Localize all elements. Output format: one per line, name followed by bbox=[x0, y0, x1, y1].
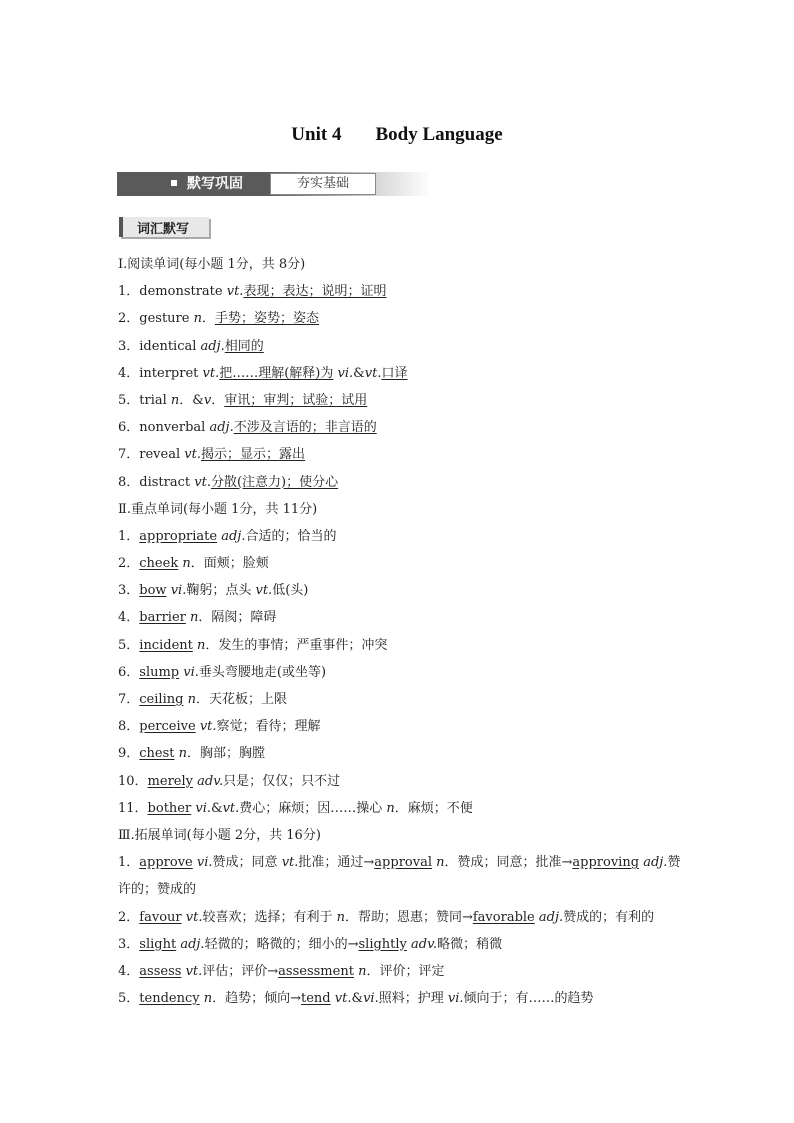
part-of-speech: n bbox=[187, 692, 196, 707]
answer-text: 相同的 bbox=[224, 338, 264, 354]
answer-text: 不涉及言语的；非言语的 bbox=[233, 420, 377, 436]
line-text: ．天花板；上限 bbox=[195, 692, 287, 707]
answer-text: 分散(注意力)；使分心 bbox=[210, 474, 339, 490]
line-text: 赞 bbox=[667, 855, 681, 871]
part-of-speech: vt. bbox=[281, 855, 299, 871]
section-label-text: 词汇默写 bbox=[137, 222, 190, 237]
part-of-speech: adj. bbox=[209, 420, 234, 436]
line-text: 许的；赞成的 bbox=[118, 882, 197, 898]
line-text: 5． bbox=[118, 991, 140, 1007]
unit-name: Body Language bbox=[375, 124, 503, 145]
line-text: 8． bbox=[118, 719, 140, 735]
vocabulary-list bbox=[118, 255, 698, 1016]
part-of-speech: vt. bbox=[222, 800, 240, 816]
line-text: 倾向于；有……的趋势 bbox=[463, 991, 594, 1007]
section-label bbox=[119, 217, 209, 237]
answer-text: favorable bbox=[472, 909, 535, 925]
answer-text: bother bbox=[147, 800, 192, 816]
vocab-line bbox=[118, 663, 698, 690]
part-of-speech: vt. bbox=[255, 583, 273, 599]
answer-text: bow bbox=[139, 583, 167, 599]
line-text: 8．distract bbox=[118, 474, 195, 490]
answer-text: 手势；姿势；姿态 bbox=[215, 311, 320, 327]
line-text: 赞成；同意 bbox=[212, 855, 282, 871]
line-text: 4． bbox=[118, 610, 140, 626]
vocab-line bbox=[118, 744, 698, 771]
line-text: 3．identical bbox=[118, 338, 201, 354]
line-text: ．面颊；脸颊 bbox=[190, 556, 269, 572]
vocab-line bbox=[118, 826, 698, 853]
line-text: & bbox=[210, 800, 223, 816]
answer-text: approve bbox=[139, 855, 193, 871]
line-text: 6． bbox=[118, 664, 140, 680]
answer-text: 审讯；审判；试验；试用 bbox=[224, 392, 368, 408]
vocab-line bbox=[118, 309, 698, 336]
answer-text: approval bbox=[374, 855, 432, 871]
answer-text: perceive bbox=[139, 719, 196, 735]
vocab-line bbox=[118, 527, 698, 554]
part-of-speech: adj. bbox=[221, 528, 246, 544]
line-text: 1． bbox=[118, 528, 140, 544]
vocab-line bbox=[118, 255, 698, 282]
line-text: 6．nonverbal bbox=[118, 420, 210, 436]
part-of-speech: vi. bbox=[170, 583, 187, 599]
answer-text: tendency bbox=[139, 991, 200, 1007]
vocab-line bbox=[118, 908, 698, 935]
part-of-speech: adv. bbox=[197, 773, 224, 789]
line-text: 1．demonstrate bbox=[118, 284, 227, 300]
answer-text: incident bbox=[139, 637, 193, 653]
part-of-speech: vt. bbox=[185, 963, 203, 979]
vocab-line bbox=[118, 418, 698, 445]
part-of-speech: vt. bbox=[202, 365, 220, 381]
part-of-speech: vt. bbox=[334, 991, 352, 1007]
banner-tab: 夯实基础 bbox=[270, 173, 376, 195]
part-of-speech: adj. bbox=[538, 909, 564, 925]
part-of-speech: n bbox=[178, 746, 188, 762]
answer-text: barrier bbox=[139, 610, 186, 626]
part-of-speech: n bbox=[386, 800, 395, 816]
part-of-speech: n bbox=[203, 991, 213, 1007]
line-text: 9． bbox=[118, 746, 140, 762]
part-of-speech: vi. bbox=[195, 800, 211, 816]
vocab-line bbox=[118, 880, 698, 907]
answer-text: approving bbox=[572, 855, 640, 871]
vocab-line bbox=[118, 391, 698, 418]
part-of-speech: vi. bbox=[447, 991, 464, 1007]
vocab-line bbox=[118, 772, 698, 799]
line-text: 7． bbox=[118, 692, 140, 707]
vocab-line bbox=[118, 500, 698, 527]
page-title bbox=[0, 124, 794, 146]
part-of-speech: vt. bbox=[184, 447, 201, 463]
answer-text: 把……理解(解释)为 bbox=[219, 365, 334, 381]
part-of-speech: vi. bbox=[196, 855, 213, 871]
line-text: 察觉；看待；理解 bbox=[216, 719, 321, 735]
vocab-line bbox=[118, 337, 698, 364]
line-text: ．隔阂；障碍 bbox=[198, 610, 277, 626]
answer-text: chest bbox=[139, 746, 175, 762]
line-text: Ⅲ.拓展单词(每小题 2分，共 16分) bbox=[118, 827, 321, 843]
line-text: ．趋势；倾向→ bbox=[212, 991, 302, 1007]
line-text: 4．interpret bbox=[118, 365, 203, 381]
line-text: 赞成的；有利的 bbox=[563, 909, 655, 925]
part-of-speech: vt. bbox=[194, 474, 211, 490]
answer-text: ceiling bbox=[139, 692, 184, 707]
vocab-line bbox=[118, 717, 698, 744]
line-text: Ⅰ.阅读单词(每小题 1分，共 8分) bbox=[118, 257, 306, 272]
part-of-speech: adj. bbox=[200, 338, 225, 354]
part-of-speech: vi. bbox=[363, 991, 379, 1007]
part-of-speech: adv. bbox=[411, 936, 438, 952]
vocab-line bbox=[118, 690, 698, 717]
answer-text: favour bbox=[139, 909, 182, 925]
part-of-speech: n bbox=[436, 855, 445, 871]
vocab-line bbox=[118, 581, 698, 608]
line-text: ．& bbox=[179, 392, 204, 408]
line-text: 1． bbox=[118, 855, 140, 871]
answer-text: merely bbox=[147, 773, 193, 789]
line-text: 鞠躬；点头 bbox=[186, 583, 256, 599]
part-of-speech: vi. bbox=[183, 664, 199, 680]
line-text: ．胸部；胸膛 bbox=[187, 746, 266, 762]
unit-number: Unit 4 bbox=[291, 124, 342, 145]
part-of-speech: n bbox=[193, 311, 202, 327]
line-text: & bbox=[351, 991, 364, 1007]
vocab-line bbox=[118, 962, 698, 989]
line-text: 评估；评价→ bbox=[202, 963, 279, 979]
answer-text: slight bbox=[139, 936, 177, 952]
line-text: 低(头) bbox=[272, 583, 309, 599]
line-text: ． bbox=[211, 392, 225, 408]
part-of-speech: adj. bbox=[180, 936, 205, 952]
line-text: 3． bbox=[118, 583, 140, 599]
line-text: 垂头弯腰地走(或坐等) bbox=[198, 664, 327, 680]
part-of-speech: vi. bbox=[337, 365, 354, 381]
line-text: 5． bbox=[118, 637, 140, 653]
line-text: 2． bbox=[118, 556, 140, 572]
part-of-speech: n bbox=[197, 637, 206, 653]
line-text: ．发生的事情；严重事件；冲突 bbox=[205, 637, 388, 653]
line-text: 只是；仅仅；只不过 bbox=[223, 773, 341, 789]
line-text: 批准；通过→ bbox=[298, 855, 375, 871]
line-text: 照料；护理 bbox=[378, 991, 448, 1007]
part-of-speech: vt. bbox=[199, 719, 217, 735]
vocab-line bbox=[118, 282, 698, 309]
line-text: 7．reveal bbox=[118, 447, 185, 463]
vocab-line bbox=[118, 554, 698, 581]
line-text: 2．gesture bbox=[118, 311, 194, 327]
part-of-speech: vt. bbox=[364, 365, 382, 381]
part-of-speech: n bbox=[358, 963, 367, 979]
square-bullet-icon bbox=[171, 180, 177, 186]
line-text: 5．trial bbox=[118, 392, 171, 408]
part-of-speech: vt. bbox=[185, 909, 203, 925]
line-text: 较喜欢；选择；有利于 bbox=[202, 909, 337, 925]
answer-text: appropriate bbox=[139, 528, 218, 544]
answer-text: 表现；表达；说明；证明 bbox=[243, 284, 387, 300]
answer-text: assess bbox=[139, 963, 182, 979]
answer-text: cheek bbox=[139, 556, 179, 572]
answer-text: slightly bbox=[358, 936, 407, 952]
vocab-line bbox=[118, 364, 698, 391]
answer-text: slump bbox=[139, 664, 180, 680]
line-text: 费心；麻烦；因……操心 bbox=[239, 800, 387, 816]
part-of-speech: vt. bbox=[226, 284, 244, 300]
answer-text: assessment bbox=[278, 963, 354, 979]
answer-text: 口译 bbox=[381, 365, 408, 381]
part-of-speech: n bbox=[170, 392, 180, 408]
vocab-line bbox=[118, 799, 698, 826]
line-text: ．麻烦；不便 bbox=[394, 800, 473, 816]
line-text: & bbox=[353, 365, 365, 381]
part-of-speech: adj. bbox=[643, 855, 668, 871]
part-of-speech: n bbox=[182, 556, 191, 572]
vocab-line bbox=[118, 445, 698, 472]
line-text: Ⅱ.重点单词(每小题 1分，共 11分) bbox=[118, 501, 318, 517]
part-of-speech: n bbox=[336, 909, 345, 925]
line-text: 3． bbox=[118, 936, 140, 952]
banner-label: 默写巩固 bbox=[187, 176, 243, 192]
line-text: 轻微的；略微的；细小的→ bbox=[204, 936, 359, 952]
line-text: ．评价；评定 bbox=[366, 963, 445, 979]
line-text: 略微；稍微 bbox=[437, 936, 503, 952]
line-text: 2． bbox=[118, 909, 140, 925]
answer-text: 揭示；显示；露出 bbox=[200, 447, 305, 463]
answer-text: tend bbox=[301, 991, 331, 1007]
vocab-line bbox=[118, 853, 698, 880]
line-text: 合适的；恰当的 bbox=[245, 528, 337, 544]
section-banner bbox=[117, 172, 431, 196]
vocab-line bbox=[118, 935, 698, 962]
vocab-line bbox=[118, 473, 698, 500]
part-of-speech: n bbox=[190, 610, 199, 626]
vocab-line bbox=[118, 608, 698, 635]
line-text: 11． bbox=[118, 800, 148, 816]
line-text: ． bbox=[201, 311, 215, 327]
vocab-line bbox=[118, 989, 698, 1016]
line-text: ．帮助；恩惠；赞同→ bbox=[344, 909, 473, 925]
line-text: 10． bbox=[118, 773, 148, 789]
line-text: 4． bbox=[118, 963, 140, 979]
vocab-line bbox=[118, 636, 698, 663]
part-of-speech: v bbox=[203, 392, 212, 408]
line-text: ．赞成；同意；批准→ bbox=[444, 855, 573, 871]
